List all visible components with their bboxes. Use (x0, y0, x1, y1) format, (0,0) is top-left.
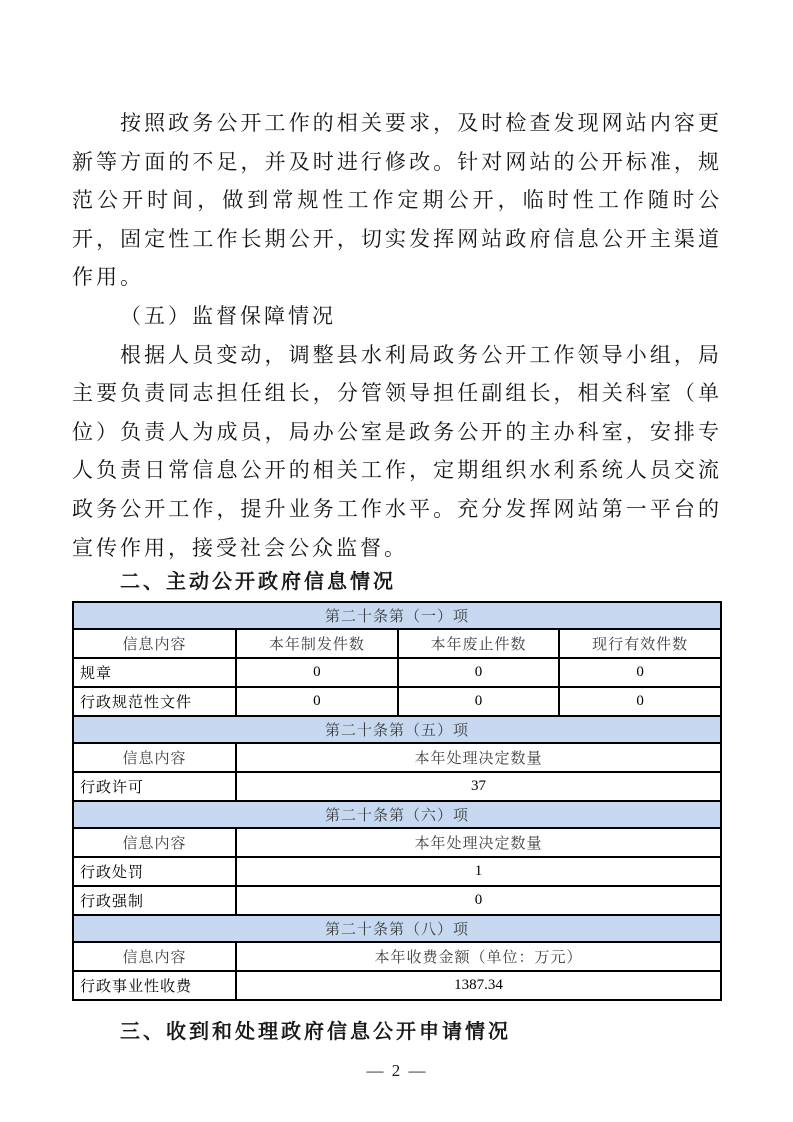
row-label-cell: 行政许可 (73, 772, 236, 801)
section-heading-requests: 三、收到和处理政府信息公开申请情况 (120, 1021, 511, 1044)
value-cell: 1 (236, 857, 721, 886)
table-row (73, 687, 721, 716)
table-section-band: 第二十条第（一）项 (73, 602, 721, 629)
table-section-band-row (73, 915, 721, 942)
column-header-cell: 信息内容 (73, 828, 236, 857)
value-cell: 0 (398, 687, 560, 716)
column-header-cell: 本年收费金额（单位：万元） (236, 942, 721, 971)
column-header-cell: 本年制发件数 (236, 629, 398, 658)
column-header-cell: 信息内容 (73, 942, 236, 971)
row-label-cell: 行政强制 (73, 886, 236, 915)
table-row (73, 942, 721, 971)
column-header-cell: 本年处理决定数量 (236, 828, 721, 857)
disclosure-statistics-table (72, 601, 722, 1001)
table-section-band: 第二十条第（五）项 (73, 716, 721, 743)
table-row (73, 971, 721, 1000)
column-header-cell: 本年废止件数 (398, 629, 560, 658)
column-header-cell: 信息内容 (73, 629, 236, 658)
value-cell: 0 (236, 658, 398, 687)
value-cell: 0 (398, 658, 560, 687)
table-section-band-row (73, 602, 721, 629)
row-label-cell: 行政规范性文件 (73, 687, 236, 716)
paragraph-leadership-group: 根据人员变动，调整县水利局政务公开工作领导小组，局主要负责同志担任组长，分管领导担任副组长，相关科室（单位）负责人为成员，局办公室是政务公开的主办科室，安排专人负责日常信息公开的相关工作，定期组织水利系统人员交流政务公开工作，提升业务工作水平。充分发挥网站第一平台的宣传作用，接受社会公众监督。 (72, 342, 722, 560)
column-header-cell: 本年处理决定数量 (236, 743, 721, 772)
value-cell: 37 (236, 772, 721, 801)
table-section-band-row (73, 716, 721, 743)
table-section-band-row (73, 801, 721, 828)
table-row (73, 828, 721, 857)
column-header-cell: 信息内容 (73, 743, 236, 772)
table-section-band: 第二十条第（八）项 (73, 915, 721, 942)
table-section-band: 第二十条第（六）项 (73, 801, 721, 828)
value-cell: 1387.34 (236, 971, 721, 1000)
table-row (73, 772, 721, 801)
paragraph-website-maintenance: 按照政务公开工作的相关要求，及时检查发现网站内容更新等方面的不足，并及时进行修改。针对网站的公开标准，规范公开时间，做到常规性工作定期公开，临时性工作随时公开，固定性工作长期公开，切实发挥网站政府信息公开主渠道作用。 (72, 111, 722, 290)
table-row (73, 886, 721, 915)
table-row (73, 629, 721, 658)
page-number: — 2 — (366, 1061, 428, 1081)
row-label-cell: 规章 (73, 658, 236, 687)
row-label-cell: 行政处罚 (73, 857, 236, 886)
value-cell: 0 (236, 687, 398, 716)
table-row (73, 658, 721, 687)
table-row (73, 857, 721, 886)
value-cell: 0 (559, 687, 721, 716)
table-row (73, 743, 721, 772)
subsection-heading-supervision: （五）监督保障情况 (120, 303, 336, 328)
value-cell: 0 (236, 886, 721, 915)
row-label-cell: 行政事业性收费 (73, 971, 236, 1000)
column-header-cell: 现行有效件数 (559, 629, 721, 658)
section-heading-active-disclosure: 二、主动公开政府信息情况 (120, 571, 396, 594)
value-cell: 0 (559, 658, 721, 687)
